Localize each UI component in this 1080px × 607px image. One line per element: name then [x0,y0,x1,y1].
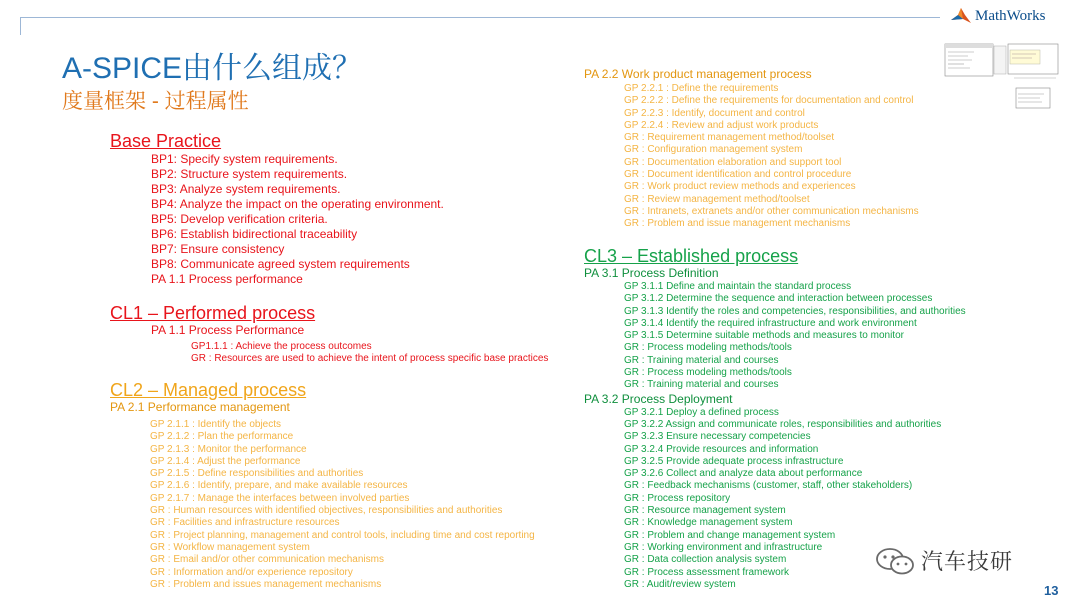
list-item: GR : Process modeling methods/tools [624,342,792,354]
list-item: GP 2.1.5 : Define responsibilities and authorities [150,468,364,480]
pa-label: PA 3.1 Process Definition [584,266,719,280]
list-item: GR : Work product review methods and experiences [624,181,856,193]
list-item: GP 2.2.1 : Define the requirements [624,83,779,94]
list-item: BP2: Structure system requirements. [151,167,348,181]
list-item: BP4: Analyze the impact on the operating environment. [151,197,444,211]
list-item: GR : Resource management system [624,505,786,517]
diagram-thumbnail [944,42,1059,114]
list-item: GP1.1.1 : Achieve the process outcomes [191,341,372,352]
list-item: GR : Review management method/toolset [624,193,810,205]
base-practice-section [110,131,444,287]
base-practice-heading: Base Practice [110,131,222,151]
wechat-icon [875,546,915,576]
list-item: GP 3.2.3 Ensure necessary competencies [624,431,811,443]
list-item: GP 3.2.5 Provide adequate process infrastructure [624,455,844,467]
list-item: GR : Data collection analysis system [624,554,787,566]
list-item: GR : Requirement management method/toolset [624,132,835,144]
cl1-heading: CL1 – Performed process [110,303,316,323]
cl2-heading: CL2 – Managed process [110,380,307,400]
list-item: PA 1.1 Process performance [151,272,303,286]
header-rule-left [20,17,21,35]
cl1-section [110,303,548,366]
cl2-section [110,380,535,591]
watermark-text: 汽车技研 [921,549,1014,574]
list-item: GR : Audit/review system [624,578,736,590]
list-item: GP 3.2.1 Deploy a defined process [624,406,779,418]
header-rule [20,17,940,18]
list-item: GR : Training material and courses [624,379,779,391]
watermark [875,545,1013,576]
list-item: GP 3.1.3 Identify the roles and competencies, responsibilities, and authorities [624,305,966,317]
list-item: GP 2.2.4 : Review and adjust work products [624,119,819,131]
list-item: BP5: Develop verification criteria. [151,212,328,226]
list-item: GP 3.1.2 Determine the sequence and interaction between processes [624,293,933,305]
list-item: GR : Process modeling methods/tools [624,367,792,379]
list-item: GP 2.1.7 : Manage the interfaces between involved parties [150,492,410,504]
list-item: GP 2.2.3 : Identify, document and control [624,107,805,119]
list-item: GR : Workflow management system [150,541,310,553]
logo-text: MathWorks [975,7,1046,24]
list-item: GP 2.1.4 : Adjust the performance [150,455,301,467]
list-item: GR : Intranets, extranets and/or other communication mechanisms [624,205,919,217]
list-item: GR : Project planning, management and control tools, including time and cost reporting [150,529,535,541]
pa-label: PA 3.2 Process Deployment [584,391,733,406]
list-item: GR : Knowledge management system [624,517,793,529]
list-item: GP 3.1.4 Identify the required infrastructure and work environment [624,317,917,329]
list-item: GR : Training material and courses [624,354,779,366]
list-item: GP 2.1.1 : Identify the objects [150,419,282,430]
list-item: GR : Resources are used to achieve the intent of process specific base practices [191,353,549,365]
list-item: BP7: Ensure consistency [151,242,285,256]
membrane-icon [950,6,972,26]
list-item: GR : Configuration management system [624,144,803,156]
list-item: GR : Problem and issues management mechanisms [150,578,382,590]
list-item: GP 2.2.2 : Define the requirements for documentation and control [624,95,914,107]
cl3-heading: CL3 – Established process [584,246,799,266]
mathworks-logo [950,6,1045,26]
page-subtitle: 度量框架 - 过程属性 [62,90,249,113]
list-item: GR : Problem and change management system [624,529,836,541]
list-item: GR : Feedback mechanisms (customer, staff, other stakeholders) [624,480,913,492]
list-item: GP 3.1.5 Determine suitable methods and measures to monitor [624,330,904,342]
list-item: GP 3.2.2 Assign and communicate roles, responsibilities and authorities [624,418,942,430]
pa-label: PA 1.1 Process Performance [151,323,305,337]
list-item: GP 3.2.4 Provide resources and information [624,443,819,455]
list-item: GR : Problem and issue management mechanisms [624,218,851,230]
list-item: GP 3.2.6 Collect and analyze data about performance [624,468,863,480]
list-item: GR : Document identification and control procedure [624,169,852,181]
list-item: BP8: Communicate agreed system requirements [151,257,410,271]
list-item: BP3: Analyze system requirements. [151,182,341,196]
list-item: GR : Process repository [624,492,731,504]
pa22-section [584,67,919,231]
pa-label: PA 2.1 Performance management [110,400,290,414]
list-item: GP 2.1.3 : Monitor the performance [150,443,307,455]
cl3-section [584,246,966,591]
list-item: GR : Documentation elaboration and support tool [624,156,842,168]
pa-label: PA 2.2 Work product management process [584,67,812,81]
list-item: GR : Facilities and infrastructure resources [150,517,340,529]
list-item: GP 3.1.1 Define and maintain the standard process [624,281,852,292]
page-title: A-SPICE由什么组成？ [62,52,363,85]
list-item: GP 2.1.6 : Identify, prepare, and make available resources [150,480,408,492]
list-item: GP 2.1.2 : Plan the performance [150,431,294,443]
list-item: GR : Process assessment framework [624,566,790,578]
page-number: 13 [1044,583,1059,598]
list-item: BP1: Specify system requirements. [151,152,338,166]
list-item: GR : Email and/or other communication mechanisms [150,554,384,566]
list-item: GR : Human resources with identified objectives, responsibilities and authorities [150,505,503,517]
list-item: GR : Working environment and infrastructure [624,541,823,553]
list-item: BP6: Establish bidirectional traceability [151,227,358,241]
list-item: GR : Information and/or experience repository [150,566,353,578]
